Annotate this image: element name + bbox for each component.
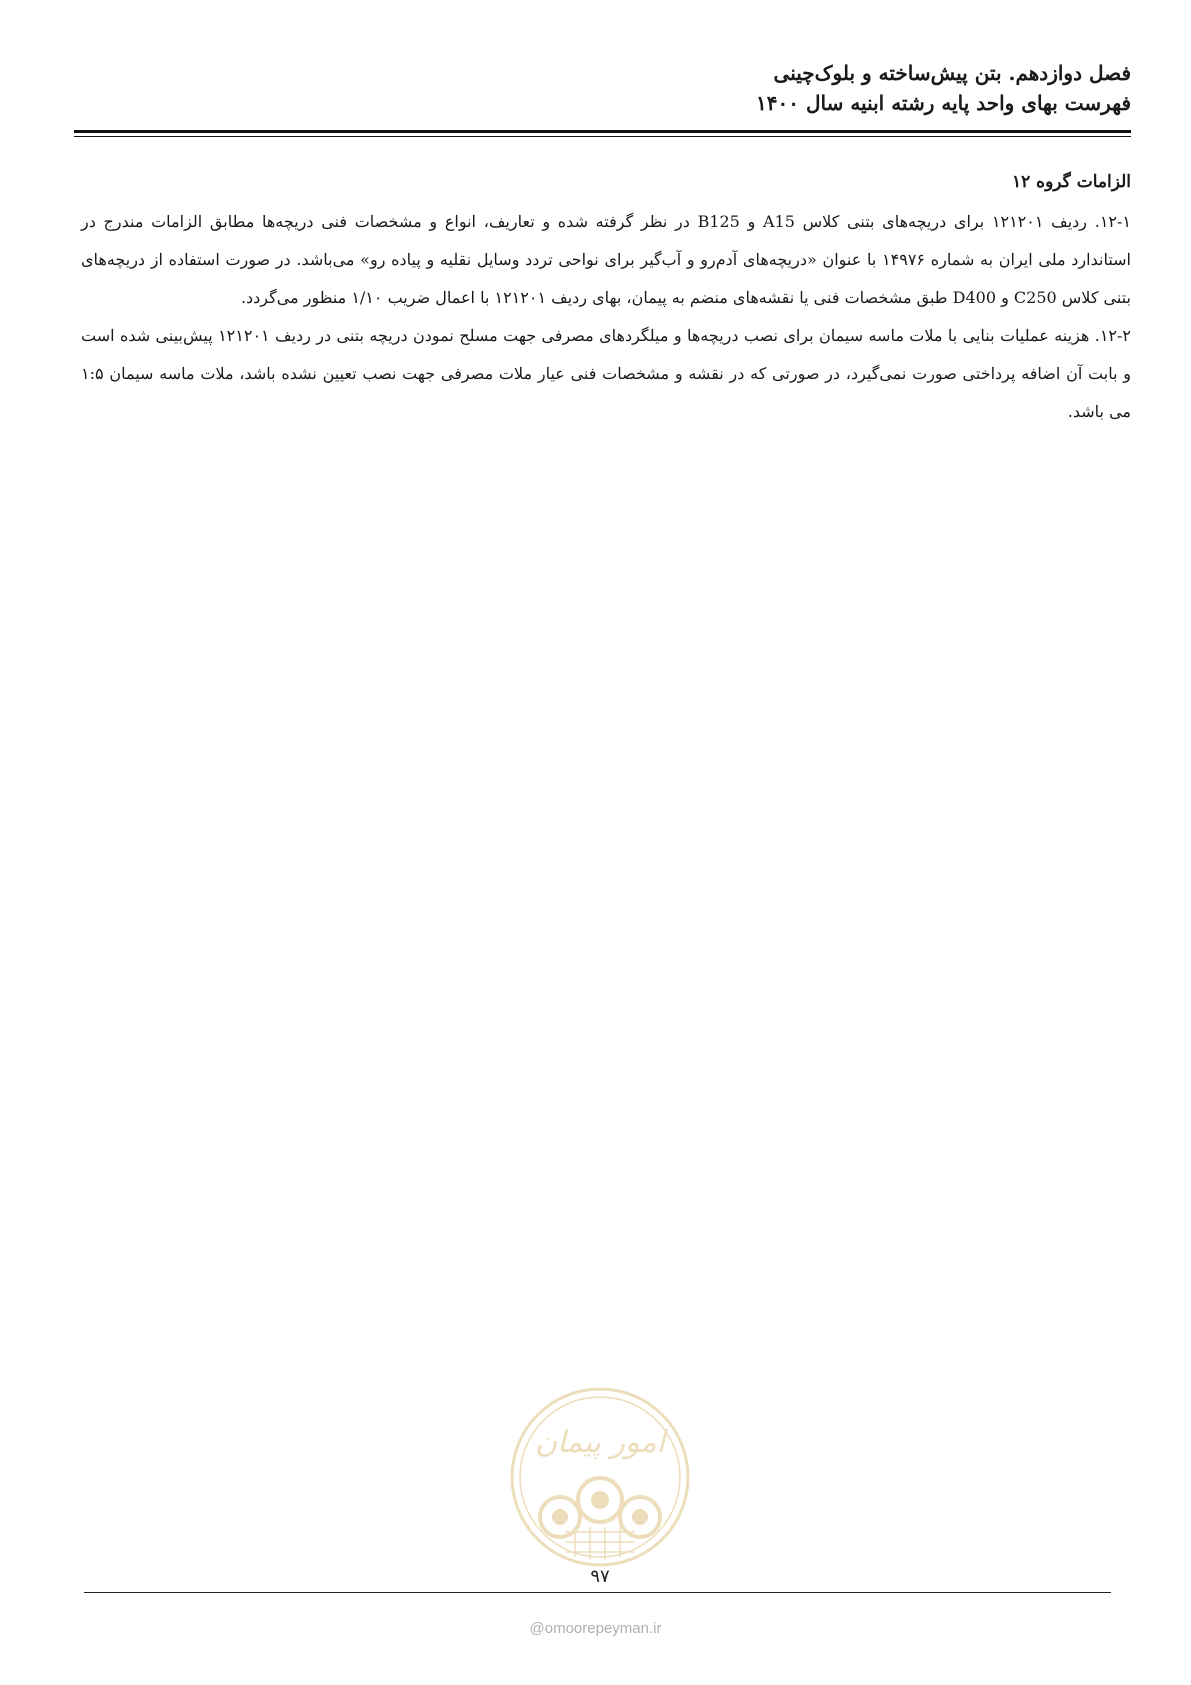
footer-rule (84, 1592, 1111, 1593)
section-title: الزامات گروه ۱۲ (1012, 172, 1131, 192)
header-rule-thick (74, 130, 1131, 133)
watermark-text: امور پیمان (535, 1425, 665, 1460)
main-content (81, 163, 1131, 431)
paragraph-12-1: ۱۲-۱. ردیف ۱۲۱۲۰۱ برای دریچه‌های بتنی کلاس A15 و B125 در نظر گرفته شده و تعاریف، انواع و مشخصات فنی دریچه‌ها مطابق الزامات مندرج در استاندارد ملی ایران به شماره ۱۴۹۷۶ با عنوان «دریچه‌های آدم‌رو و آب‌گیر برای نواحی تردد وسایل نقلیه و پیاده رو» می‌باشد. در صورت استفاده از دریچه‌های بتنی کلاس C250 و D400 طبق مشخصات فنی یا نقشه‌های منضم به پیمان، بهای ردیف ۱۲۱۲۰۱ با اعمال ضریب ۱/۱۰ منظور می‌گردد. (81, 212, 1132, 307)
page-header (91, 58, 1131, 118)
paragraph-12-2: ۱۲-۲. هزینه عملیات بنایی با ملات ماسه سیمان برای نصب دریچه‌ها و میلگردهای مصرفی جهت مسلح نمودن دریچه بتنی در ردیف ۱۲۱۲۰۱ پیش‌بینی شده است و بابت آن اضافه پرداختی صورت نمی‌گیرد، در صورتی که در نقشه و مشخصات فنی عیار ملات مصرفی جهت نصب تعیین نشده باشد، ملات ماسه سیمان ۱:۵ می باشد. (81, 326, 1131, 421)
document-title: فهرست بهای واحد پایه رشته ابنیه سال ۱۴۰۰ (756, 91, 1131, 115)
footer-url: @omoorepeyman.ir (529, 1620, 662, 1637)
chapter-title: فصل دوازدهم. بتن پیش‌ساخته و بلوک‌چینی (773, 61, 1131, 85)
watermark-logo (505, 1382, 695, 1572)
page-number: ۹۷ (590, 1566, 610, 1587)
header-rule-thin (74, 136, 1131, 137)
